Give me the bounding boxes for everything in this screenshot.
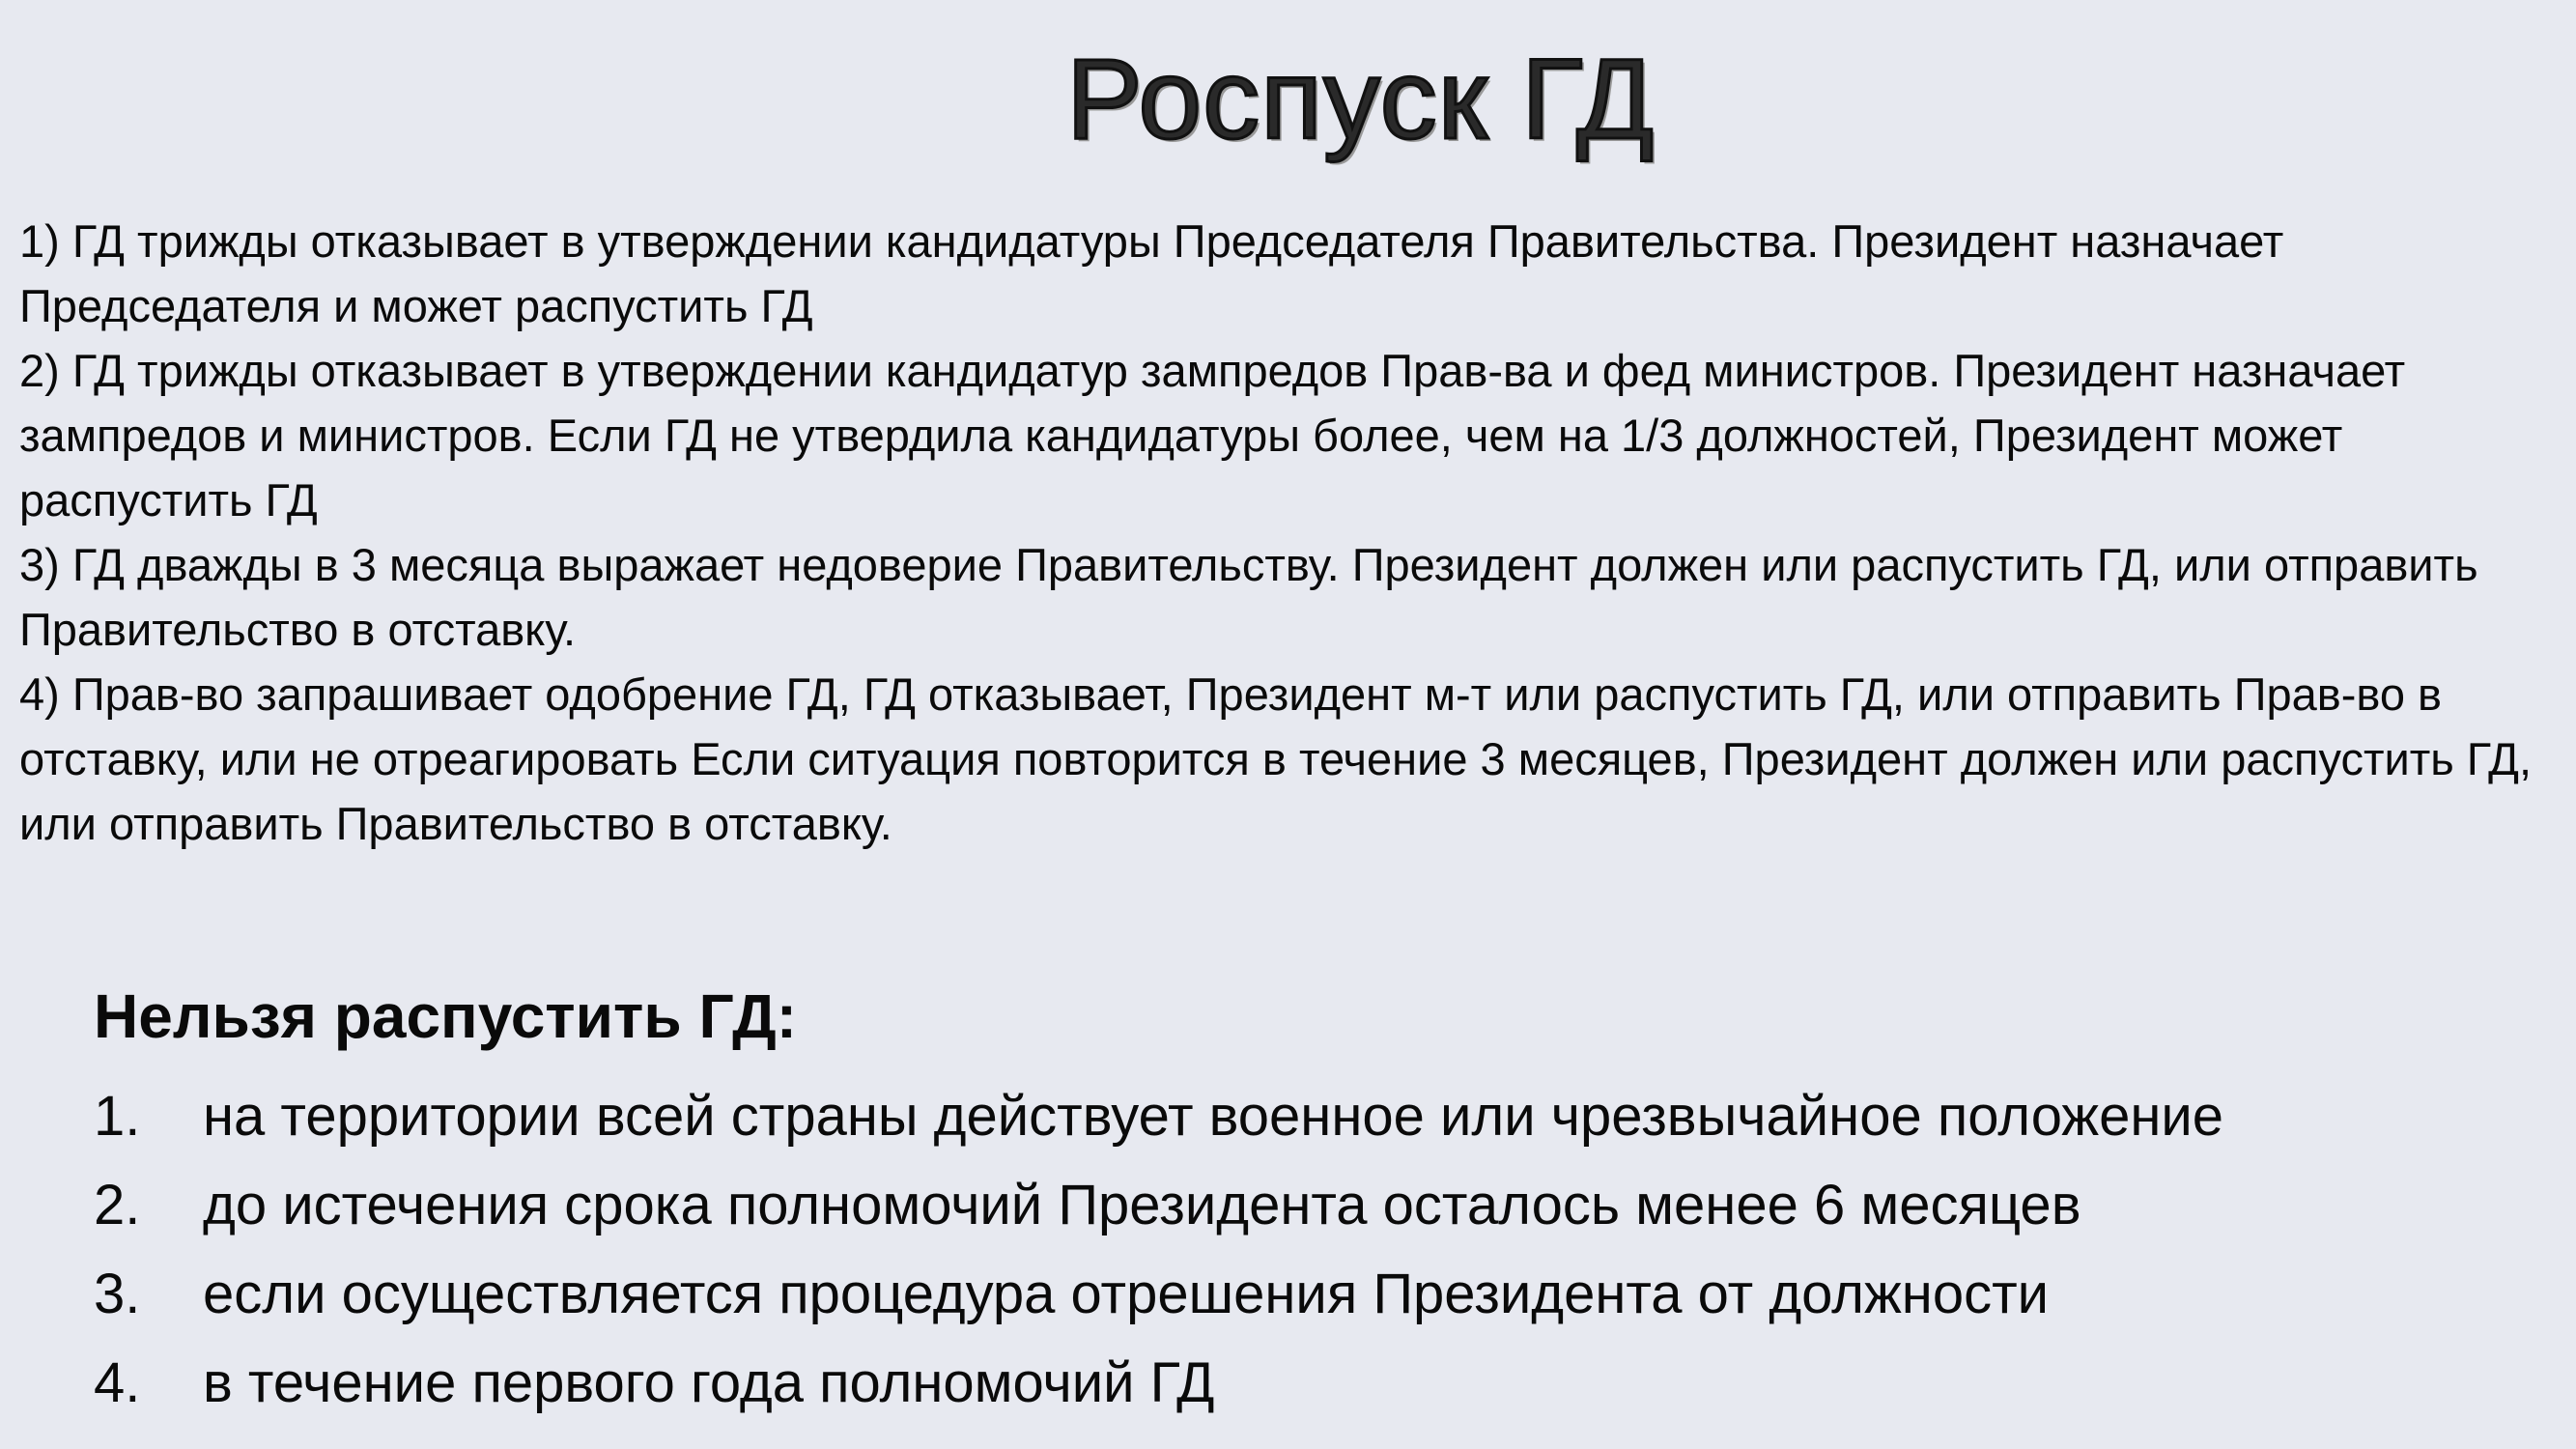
condition-paragraph-4: 4) Прав-во запрашивает одобрение ГД, ГД отказывает, Президент м-т или распустить ГД, или отправить Прав-во в отставку, или не отреагировать Если ситуация повторится в течение 3 месяцев, Президент должен или распустить ГД, или отправить Правительство в отставку. [19,668,2532,849]
list-item-text: в течение первого года полномочий ГД [203,1351,1215,1414]
list-item-number: 3. [94,1263,141,1325]
slide-title-text: Роспуск ГД [1065,36,1656,163]
list-item [94,1161,2508,1250]
slide-title [0,27,2576,172]
list-item-number: 2. [94,1174,141,1236]
condition-paragraph-3: 3) ГД дважды в 3 месяца выражает недоверие Правительству. Президент должен или распустить ГД, или отправить Правительство в отставку. [19,539,2478,655]
list-item [94,1339,2508,1428]
list-item [94,1072,2508,1161]
conditions-text [19,209,2550,856]
list-item-text: на территории всей страны действует военное или чрезвычайное положение [203,1085,2224,1148]
list-item-number: 4. [94,1351,141,1414]
condition-paragraph-2: 2) ГД трижды отказывает в утверждении кандидатур зампредов Прав-ва и фед министров. Президент назначает зампредов и министров. Если ГД не утвердила кандидатуры более, чем на 1/3 должностей, Президент может распустить ГД [19,345,2406,526]
restrictions-heading: Нельзя распустить ГД: [94,981,798,1051]
restrictions-list [94,1072,2508,1428]
list-item [94,1250,2508,1339]
list-item-text: если осуществляется процедура отрешения Президента от должности [203,1263,2050,1325]
list-item-number: 1. [94,1085,141,1148]
list-item-text: до истечения срока полномочий Президента осталось менее 6 месяцев [203,1174,2081,1236]
condition-paragraph-1: 1) ГД трижды отказывает в утверждении кандидатуры Председателя Правительства. Президент назначает Председателя и может распустить ГД [19,215,2284,331]
